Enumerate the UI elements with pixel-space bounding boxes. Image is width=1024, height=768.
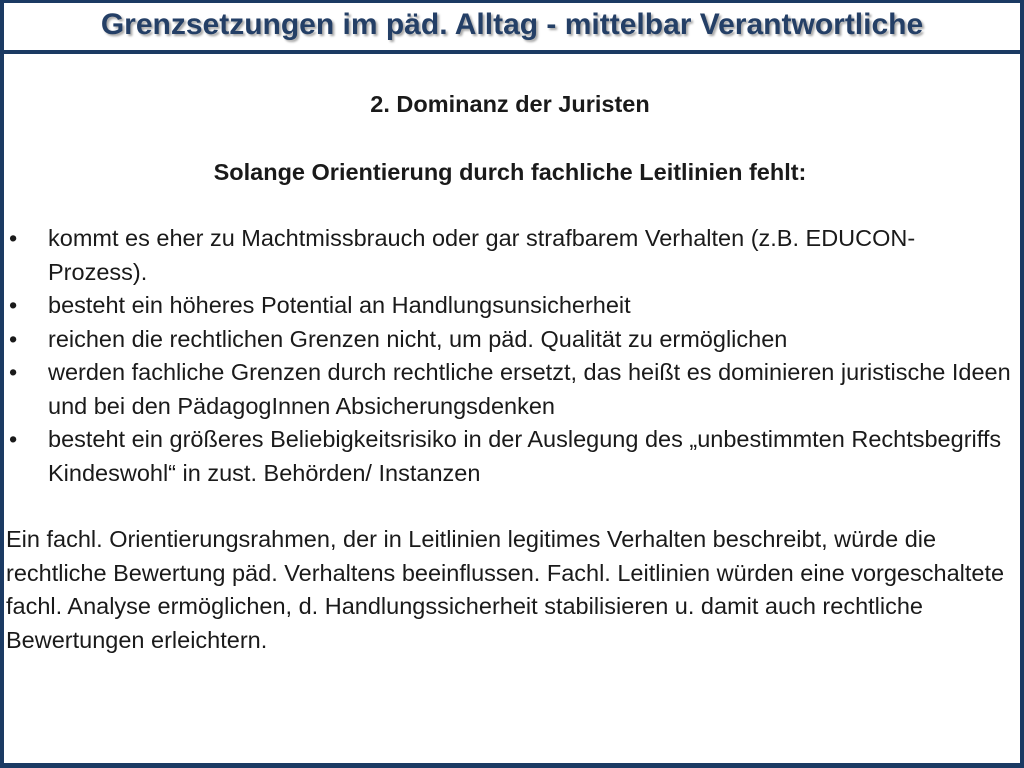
bullet-icon: • [9,325,18,352]
bullet-text: kommt es eher zu Machtmissbrauch oder gar strafbarem Verhalten (z.B. EDUCON- Prozess). [48,225,916,285]
bullet-list [6,222,1014,490]
bullet-item [6,323,1014,357]
bullet-icon: • [9,292,18,318]
bullet-icon: • [9,225,18,251]
bullet-text: besteht ein höheres Potential an Handlungsunsicherheit [48,292,631,318]
spacer [6,189,1014,222]
bullet-item [6,222,1014,289]
slide-content [6,88,1014,657]
title-bar [0,0,1024,54]
bullet-text: werden fachliche Grenzen durch rechtliche ersetzt, das heißt es dominieren juristische Ideen und bei den PädagogInnen Absicherungsdenken [48,359,1011,419]
section-subheading: Solange Orientierung durch fachliche Leitlinien fehlt: [213,158,807,185]
section-heading: 2. Dominanz der Juristen [370,91,650,117]
slide-title: Grenzsetzungen im päd. Alltag - mittelbar Verantwortliche [100,8,924,41]
bullet-item [6,289,1014,323]
bullet-item [6,356,1014,423]
conclusion-paragraph: Ein fachl. Orientierungsrahmen, der in Leitlinien legitimes Verhalten beschreibt, würde die rechtliche Bewertung päd. Verhaltens beeinflussen. Fachl. Leitlinien würden eine vorgeschaltete fachl. Analyse ermöglichen, d. Handlungssicherheit stabilisieren u. damit auch rechtliche Bewertungen erleichtern. [6,526,1005,653]
bullet-text: reichen die rechtlichen Grenzen nicht, um päd. Qualität zu ermöglichen [48,325,788,352]
bullet-icon: • [9,359,18,385]
bullet-text: besteht ein größeres Beliebigkeitsrisiko in der Auslegung des „unbestimmten Rechtsbegriffs Kindeswohl“ in zust. Behörden/ Instanzen [48,426,1002,486]
spacer [6,490,1014,523]
bullet-icon: • [9,426,18,452]
bullet-item [6,423,1014,490]
